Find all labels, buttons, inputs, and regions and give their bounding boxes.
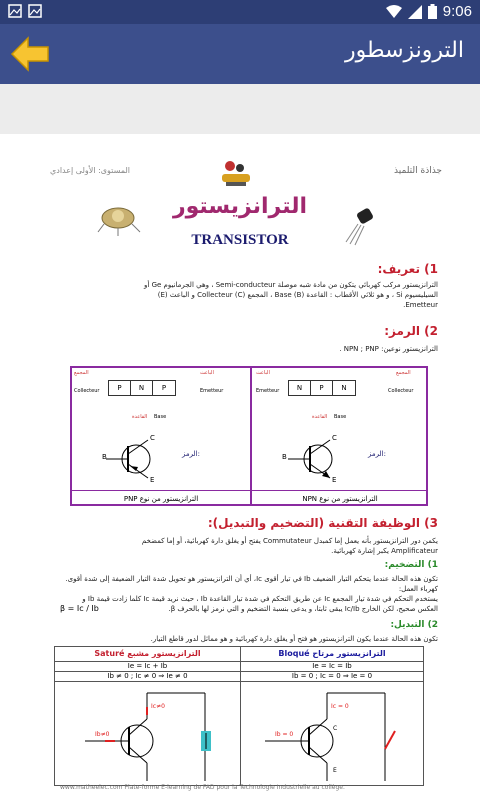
- pnp-symbol-label: الرمز:: [182, 450, 200, 458]
- pnp-collector-ar: المجمع: [74, 370, 89, 376]
- status-bar: [0, 0, 480, 24]
- blocked-ib: Ib = 0: [275, 731, 294, 738]
- npn-pnp-diagram: [70, 366, 428, 506]
- pnp-structure: [108, 380, 176, 396]
- amplification-text-1: تكون هذه الحالة عندما يتحكم التيار الضعيف Ib في تيار أقوى Ic، أي أن الترانزيستور هو تحويل شدة التيار الضعيفة إلى شدة أقوى.: [65, 575, 438, 583]
- saturated-eq-2: Ib ≠ 0 ; Ic ≠ 0 ⇒ Ie ≠ 0: [107, 672, 188, 680]
- npn-symbol: [288, 434, 348, 484]
- npn-structure: [288, 380, 356, 396]
- notification-icons: [8, 4, 42, 18]
- section-2-heading: 2) الرمز:: [384, 324, 438, 338]
- section-3-text-2: Amplificateur يكبر إشارة كهربائية.: [331, 547, 438, 555]
- back-arrow-icon[interactable]: [8, 34, 52, 74]
- app-title: الترونزسطور: [345, 38, 464, 63]
- switching-heading: 2) التبديل:: [390, 620, 438, 630]
- section-3-heading: 3) الوظيفة التقنية (التضخيم والتبديل):: [207, 516, 438, 530]
- section-2-text: الترانزيستور نوعين: NPN ; PNP .: [339, 345, 438, 353]
- toolbar-space: [0, 84, 480, 134]
- pnp-base-label: Base: [154, 414, 167, 420]
- pnp-base-ar: القاعدة: [132, 414, 148, 420]
- section-3-text-1: يكمن دور الترانزيستور بأنه يعمل إما كمبدل Commutateur يفتح أو يغلق دارة كهربائية، أو إما كمضخم: [141, 537, 438, 545]
- document-footer: www.matheelec.com Plate-forme E-learning de FAD pour la Technologie Industrielle au collège.: [60, 784, 345, 791]
- transistor-photo-right: [340, 206, 380, 246]
- npn-cell: P: [311, 381, 333, 395]
- blocked-c: C: [333, 725, 338, 732]
- student-sheet-label: جذاذة التلميذ: [394, 166, 442, 176]
- switching-text: تكون هذه الحالة عندما يكون الترانزيستور هو فتح أو يغلق دارة كهربائية و هو مماثل لدور قاطع التيار.: [150, 635, 438, 643]
- english-title: TRANSISTOR: [191, 232, 289, 248]
- pnp-cell: N: [131, 381, 153, 395]
- npn-collector-label: Collecteur: [388, 388, 414, 394]
- npn-base-label: Base: [334, 414, 347, 420]
- npn-symbol-label: الرمز:: [368, 450, 386, 458]
- blocked-e: E: [333, 767, 337, 774]
- level-label: المستوى: الأولى إعدادي: [50, 166, 131, 175]
- transistor-photo-left: [96, 202, 142, 236]
- app-bar: [0, 24, 480, 84]
- saturated-eq-1: Ie = Ic + Ib: [127, 662, 168, 670]
- npn-cell: N: [341, 384, 347, 392]
- pnp-b: B: [102, 453, 107, 461]
- amplification-text-3: يستخدم التحكم في شدة تيار المجمع Ic عن طريق التحكم في شدة تيار القاعدة Ib ، حيث نريد قيمة Ic كلما زادت قيمة Ib و العكس صحيح، لكن الخارج Ic/Ib يبقى ثابتا، و يدعى بنسبة التضخيم و التي نرمز لها بالحرف β.: [82, 595, 438, 613]
- switch-state-table: [54, 646, 424, 786]
- battery-icon: [428, 4, 437, 19]
- pnp-symbol: [106, 434, 166, 484]
- npn-base-ar: القاعدة: [312, 414, 328, 420]
- pnp-emitter-ar: الباعث: [200, 370, 214, 376]
- document-header: [40, 158, 442, 182]
- npn-emitter-ar: الباعث: [256, 370, 270, 376]
- npn-emitter-label: Emetteur: [256, 388, 280, 394]
- beta-formula: β = Ic / Ib: [60, 604, 99, 613]
- blocked-eq-2: Ib = 0 ; Ic = 0 ⇒ Ie = 0: [291, 672, 373, 680]
- npn-cell: N: [289, 381, 311, 395]
- signal-icon: [408, 5, 422, 19]
- pnp-e: E: [150, 476, 155, 484]
- pnp-emitter-label: Emetteur: [200, 388, 224, 394]
- npn-b: B: [282, 453, 287, 461]
- image-notification-icon: [8, 4, 22, 18]
- saturated-ib: Ib≠0: [95, 731, 110, 738]
- amplification-heading: 1) التضخيم:: [384, 560, 438, 570]
- npn-c: C: [332, 434, 337, 442]
- npn-e: E: [332, 476, 337, 484]
- amplification-text-2: كهرباء العمل:: [398, 585, 438, 593]
- image-notification-icon: [28, 4, 42, 18]
- blocked-eq-1: Ie = Ic = Ib: [312, 662, 352, 670]
- section-1-text-2: السيليسيوم Si ، و هو ثلاثي الأقطاب : القاعدة (B) Base ، المجمع (C) Collecteur و الباعث (E): [157, 291, 438, 299]
- wifi-icon: [386, 5, 402, 19]
- saturated-ic: Ic≠0: [151, 703, 165, 710]
- section-1-heading: 1) تعريف:: [377, 262, 438, 276]
- npn-caption: الترانزيستور من نوع NPN: [252, 490, 428, 506]
- clock: 9:06: [442, 3, 472, 20]
- blocked-header: الترانزيستور مرتاح Bloqué: [278, 649, 386, 658]
- pnp-caption: الترانزيستور من نوع PNP: [72, 490, 250, 506]
- pnp-cell: P: [109, 381, 131, 395]
- npn-collector-ar: المجمع: [396, 370, 411, 376]
- saturated-header: الترانزيستور مشبع Saturé: [94, 649, 201, 658]
- blocked-ic: Ic = 0: [331, 703, 349, 710]
- pnp-cell: P: [161, 384, 167, 392]
- section-1-text-1: الترانزيستور مركب كهربائي يتكون من مادة شبه موصلة Semi-conducteur ، وهي الجرمانيوم Ge أو: [144, 281, 438, 289]
- pnp-collector-label: Collecteur: [74, 388, 100, 394]
- document-viewer[interactable]: [0, 134, 480, 800]
- pnp-c: C: [150, 434, 155, 442]
- arabic-title: الترانزيستور: [172, 194, 308, 219]
- section-1-text-3: Emetteur.: [403, 301, 438, 309]
- school-logo: [218, 158, 254, 188]
